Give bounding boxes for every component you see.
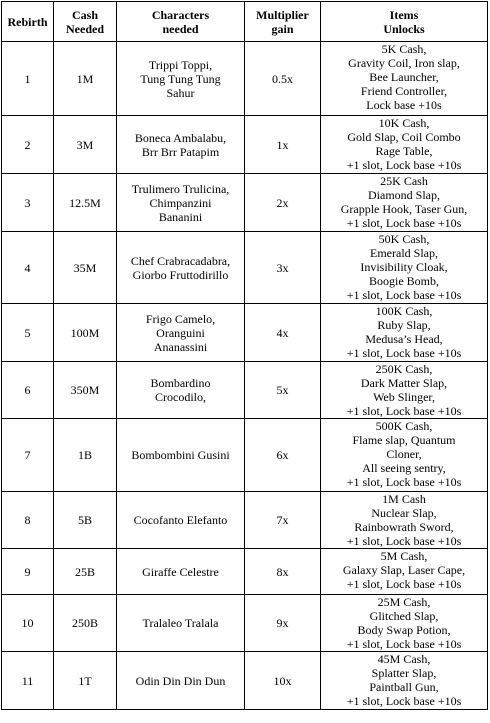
cash-needed-cell: 5B [54,492,117,549]
rebirth-table [1,1,488,710]
header-line: Unlocks [383,21,425,36]
table-row [2,304,488,362]
header-line: Characters [151,7,210,22]
unlock-item: 500K Cash, [375,419,433,433]
unlock-item: Boogie Bomb, [368,274,439,288]
unlock-item: +1 slot, Lock base +10s [346,577,462,591]
cash-needed-cell: 1M [54,42,117,116]
characters-cell [117,419,245,492]
items-cell [321,492,488,549]
character-name: Crocodilo, [155,390,206,404]
unlock-item: Dark Matter Slap, [360,376,448,390]
unlock-item: +1 slot, Lock base +10s [346,158,462,172]
unlock-item: +1 slot, Lock base +10s [346,216,462,230]
unlock-item: +1 slot, Lock base +10s [346,475,462,489]
character-name: Trulimero Trulicina, [131,181,230,196]
table-row [2,652,488,710]
items-cell [321,174,488,232]
cash-needed-cell: 12.5M [54,174,117,232]
character-name: Bombardino [150,376,211,390]
characters-cell [117,652,245,710]
character-name: Oranguini [156,325,205,340]
header-characters-needed [117,2,245,42]
cash-needed-cell: 3M [54,116,117,174]
unlock-item: Body Swap Potion, [357,623,451,637]
unlock-item: Galaxy Slap, Laser Cape, [342,563,466,577]
rebirth-cell: 9 [2,549,54,595]
items-cell [321,304,488,362]
rebirth-cell: 3 [2,174,54,232]
header-rebirth: Rebirth [2,2,54,42]
character-name: Chef Crabracadabra, [130,253,231,268]
unlock-item: 25M Cash, [377,595,431,609]
table-row [2,549,488,595]
characters-cell [117,595,245,652]
multiplier-cell: 0.5x [245,42,321,116]
unlock-item: Rainbowrath Sword, [354,520,454,534]
multiplier-cell: 9x [245,595,321,652]
unlock-item: Ruby Slap, [377,318,431,332]
cash-needed-cell: 1B [54,419,117,492]
unlock-item: Friend Controller, [360,84,448,98]
unlock-item: Splatter Slap, [371,666,437,680]
rebirth-cell: 4 [2,232,54,304]
character-name: Sahur [166,85,195,100]
character-name: Ananassini [153,339,208,354]
table-row [2,595,488,652]
header-line: Multiplier [256,7,309,22]
cash-needed-cell: 35M [54,232,117,304]
rebirth-cell: 5 [2,304,54,362]
multiplier-cell: 1x [245,116,321,174]
character-name: Brr Brr Patapim [141,144,220,159]
multiplier-cell: 2x [245,174,321,232]
characters-cell [117,232,245,304]
unlock-item: Bee Launcher, [369,70,439,84]
items-cell [321,362,488,419]
unlock-item: Medusa’s Head, [365,332,443,346]
table-row [2,492,488,549]
characters-cell [117,549,245,595]
character-name: Tralaleo Tralala [142,616,219,630]
rebirth-cell: 1 [2,42,54,116]
unlock-item: 5K Cash, [381,42,427,56]
unlock-item: Paintball Gun, [369,680,439,694]
multiplier-cell: 7x [245,492,321,549]
unlock-item: +1 slot, Lock base +10s [346,694,462,708]
unlock-item: +1 slot, Lock base +10s [346,288,462,302]
multiplier-cell: 4x [245,304,321,362]
characters-cell [117,492,245,549]
character-name: Cocofanto Elefanto [133,513,228,527]
table-row [2,419,488,492]
items-cell [321,42,488,116]
character-name: Bombombini Gusini [131,448,230,462]
unlock-item: 10K Cash, [378,116,430,130]
table-row [2,174,488,232]
unlock-item: Lock base +10s [366,98,442,112]
items-cell [321,419,488,492]
characters-cell [117,116,245,174]
rebirth-cell: 11 [2,652,54,710]
rebirth-cell: 8 [2,492,54,549]
unlock-item: Gravity Coil, Iron slap, [348,56,460,70]
items-cell [321,116,488,174]
header-cash-needed [54,2,117,42]
rebirth-cell: 2 [2,116,54,174]
unlock-item: 45M Cash, [377,652,431,666]
unlock-item: +1 slot, Lock base +10s [346,404,462,418]
unlock-item: 5M Cash, [380,549,428,563]
items-cell [321,595,488,652]
header-multiplier-gain [245,2,321,42]
unlock-item: Web Slinger, [373,390,435,404]
rebirth-cell: 7 [2,419,54,492]
header-line: needed [162,21,199,36]
character-name: Giraffe Celestre [142,564,219,579]
character-name: Bananini [158,209,203,224]
characters-cell [117,304,245,362]
items-cell [321,652,488,710]
table-row [2,362,488,419]
items-cell [321,549,488,595]
table-row [2,232,488,304]
character-name: Tung Tung Tung [140,71,221,86]
unlock-item: Grapple Hook, Taser Gun, [340,202,468,216]
unlock-item: Invisibility Cloak, [360,260,448,274]
header-line: Items [389,7,419,22]
cash-needed-cell: 1T [54,652,117,710]
header-line: Cash [71,7,98,22]
cash-needed-cell: 250B [54,595,117,652]
cash-needed-cell: 100M [54,304,117,362]
header-line: gain [271,21,294,36]
multiplier-cell: 3x [245,232,321,304]
multiplier-cell: 5x [245,362,321,419]
unlock-item: +1 slot, Lock base +10s [346,637,462,651]
character-name: Chimpanzini [149,195,212,210]
unlock-item: Cloner, [386,447,422,461]
characters-cell [117,174,245,232]
characters-cell [117,42,245,116]
header-row [2,2,488,42]
cash-needed-cell: 350M [54,362,117,419]
character-name: Boneca Ambalabu, [134,130,227,145]
characters-cell [117,362,245,419]
unlock-item: Gold Slap, Coil Combo [347,130,461,144]
table-row [2,42,488,116]
character-name: Giorbo Fruttodirillo [132,267,229,282]
unlock-item: 50K Cash, [378,232,430,246]
unlock-item: Glitched Slap, [369,609,439,623]
unlock-item: Nuclear Slap, [371,506,437,520]
unlock-item: Emerald Slap, [370,246,438,260]
unlock-item: Flame slap, Quantum [352,433,456,447]
unlock-item: +1 slot, Lock base +10s [346,534,462,548]
unlock-item: All seeing sentry, [362,461,446,475]
unlock-item: Rage Table, [375,144,433,158]
unlock-item: +1 slot, Lock base +10s [346,346,462,360]
multiplier-cell: 8x [245,549,321,595]
unlock-item: 100K Cash, [375,304,433,318]
cash-needed-cell: 25B [54,549,117,595]
rebirth-cell: 10 [2,595,54,652]
header-items-unlocks [321,2,488,42]
unlock-item: 25K Cash [380,174,428,188]
rebirth-cell: 6 [2,362,54,419]
unlock-item: Diamond Slap, [368,188,440,202]
multiplier-cell: 10x [245,652,321,710]
unlock-item: 1M Cash [382,492,426,506]
items-cell [321,232,488,304]
multiplier-cell: 6x [245,419,321,492]
character-name: Odin Din Din Dun [135,673,226,688]
unlock-item: 250K Cash, [375,362,433,376]
character-name: Frigo Camelo, [145,311,216,326]
table-row [2,116,488,174]
character-name: Trippi Toppi, [148,57,213,72]
header-line: Needed [66,21,104,36]
